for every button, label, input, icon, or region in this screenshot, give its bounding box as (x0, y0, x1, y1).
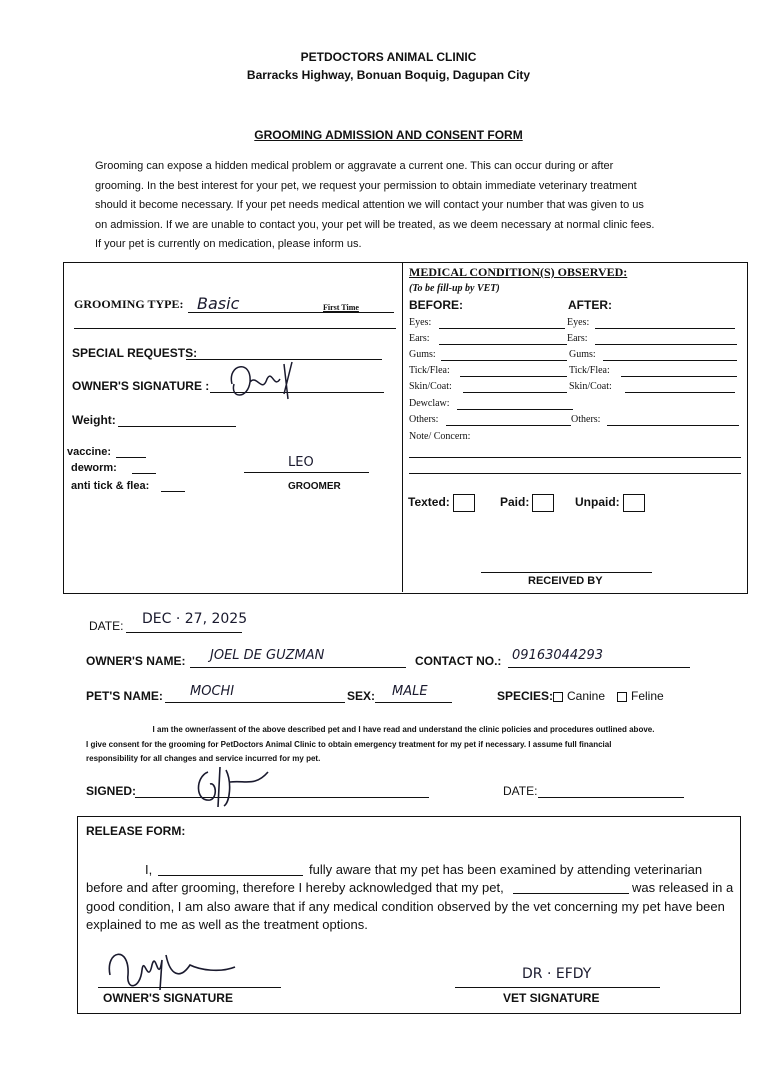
groomer-field[interactable] (244, 472, 369, 473)
after-others-field[interactable] (607, 425, 739, 426)
before-label: BEFORE: (409, 298, 463, 312)
received-by-label: RECEIVED BY (528, 575, 603, 587)
texted-label: Texted: (408, 495, 450, 510)
pet-name-label: PET'S NAME: (86, 689, 163, 703)
medical-condition-title: MEDICAL CONDITION(S) OBSERVED: (409, 265, 628, 279)
weight-label: Weight: (72, 413, 116, 427)
after-tickflea-label: Tick/Flea: (569, 365, 610, 376)
consent-date-field[interactable] (538, 797, 684, 798)
clinic-address: Barracks Highway, Bonuan Boquig, Dagupan City (246, 68, 531, 82)
groomer-label: GROOMER (288, 481, 341, 492)
consent-line-2: I give consent for the grooming for PetDoctors Animal Clinic to obtain emergency treatment for my pet if necessary. I assume full financial (86, 740, 612, 749)
texted-checkbox[interactable] (408, 494, 475, 512)
intro-line: Grooming can expose a hidden medical problem or aggravate a current one. This can occur during or after (95, 160, 614, 172)
consent-line-1: I am the owner/assent of the above described pet and I have read and understand the clinic policies and procedures outlined above. (152, 725, 655, 734)
contact-label: CONTACT NO.: (415, 654, 502, 668)
date-field[interactable] (126, 632, 242, 633)
consent-signature-scribble (190, 762, 270, 812)
before-skincoat-label: Skin/Coat: (409, 381, 452, 392)
species-label: SPECIES: (497, 689, 554, 703)
note-label: Note/ Concern: (409, 431, 471, 442)
consent-date-label: DATE: (503, 784, 538, 798)
grooming-type-value: Basic (197, 294, 240, 313)
before-ears-field[interactable] (439, 344, 567, 345)
release-line2-b: was released in a (632, 880, 734, 895)
deworm-field[interactable] (132, 473, 156, 474)
release-line2-a: before and after grooming, therefore I hereby acknowledged that my pet, (86, 880, 504, 895)
release-line4: explained to me as well as the treatment options. (86, 917, 368, 932)
feline-option[interactable] (617, 689, 664, 703)
before-ears-label: Ears: (409, 333, 430, 344)
owner-signature-label: OWNER'S SIGNATURE : (72, 379, 210, 393)
note-line-1[interactable] (409, 457, 741, 458)
before-gums-label: Gums: (409, 349, 436, 360)
after-skincoat-field[interactable] (625, 392, 735, 393)
owner-name-value: JOEL DE GUZMAN (210, 648, 325, 663)
received-by-field[interactable] (481, 572, 652, 573)
consent-line-3: responsibility for all changes and service incurred for my pet. (86, 754, 321, 763)
form-title: GROOMING ADMISSION AND CONSENT FORM (254, 128, 523, 142)
paid-box[interactable] (532, 494, 554, 512)
before-tickflea-field[interactable] (460, 376, 567, 377)
after-eyes-field[interactable] (595, 328, 735, 329)
after-gums-field[interactable] (603, 360, 737, 361)
before-gums-field[interactable] (441, 360, 567, 361)
release-title: RELEASE FORM: (86, 824, 186, 838)
sex-label: SEX: (347, 689, 376, 703)
contact-field[interactable] (508, 667, 690, 668)
release-pet-field[interactable] (513, 893, 629, 894)
after-gums-label: Gums: (569, 349, 596, 360)
first-time-label: First Time (323, 303, 359, 312)
clinic-name: PETDOCTORS ANIMAL CLINIC (300, 50, 477, 64)
intro-line: grooming. In the best interest for your pet, we request your permission to obtain immediate veterinary treatment (95, 179, 637, 192)
after-label: AFTER: (568, 298, 612, 312)
release-line1-a: I, (145, 862, 153, 877)
signed-field[interactable] (135, 797, 429, 798)
paid-label: Paid: (500, 495, 530, 510)
contact-value: 09163044293 (512, 648, 603, 663)
owner-name-field[interactable] (190, 667, 406, 668)
feline-checkbox[interactable] (617, 692, 627, 702)
grooming-type-label: GROOMING TYPE: (74, 297, 184, 311)
owner-signature-scribble (222, 354, 302, 410)
after-eyes-label: Eyes: (567, 317, 590, 328)
before-tickflea-label: Tick/Flea: (409, 365, 450, 376)
date-value: DEC · 27, 2025 (142, 611, 248, 627)
vaccine-field[interactable] (116, 457, 146, 458)
date-label: DATE: (89, 619, 124, 633)
sex-field[interactable] (375, 702, 452, 703)
before-dewclaw-label: Dewclaw: (409, 398, 450, 409)
before-others-field[interactable] (446, 425, 571, 426)
owner-name-label: OWNER'S NAME: (86, 654, 186, 668)
before-eyes-field[interactable] (439, 328, 565, 329)
deworm-label: deworm: (71, 462, 117, 474)
intro-paragraph (95, 157, 695, 255)
vet-signature-value: DR · EFDY (522, 966, 592, 982)
release-line3: good condition, I am also aware that if any medical condition observed by the vet concerning my pet have been (86, 899, 725, 914)
canine-label: Canine (567, 689, 606, 703)
feline-label: Feline (631, 689, 664, 703)
pet-name-field[interactable] (165, 702, 345, 703)
paid-checkbox[interactable] (500, 494, 554, 512)
vet-signature-label: VET SIGNATURE (503, 991, 600, 1005)
signed-label: SIGNED: (86, 784, 137, 798)
canine-checkbox[interactable] (553, 692, 563, 702)
before-dewclaw-field[interactable] (457, 409, 573, 410)
canine-option[interactable] (553, 689, 605, 703)
intro-line: should it become necessary. If your pet needs medical attention we will contact your number that was given to us (95, 199, 644, 211)
before-eyes-label: Eyes: (409, 317, 432, 328)
weight-field[interactable] (118, 426, 236, 427)
after-ears-label: Ears: (567, 333, 588, 344)
after-tickflea-field[interactable] (621, 376, 737, 377)
release-line1-b: fully aware that my pet has been examined by attending veterinarian (309, 862, 703, 877)
intro-line: on admission. If we are unable to contact you, your pet will be treated, as we deem necessary at normal clinic fees. (95, 218, 655, 231)
after-skincoat-label: Skin/Coat: (569, 381, 612, 392)
sex-value: MALE (392, 684, 428, 699)
texted-box[interactable] (453, 494, 475, 512)
release-name-field[interactable] (158, 875, 303, 876)
anti-tick-field[interactable] (161, 491, 185, 492)
before-skincoat-field[interactable] (463, 392, 567, 393)
note-line-2[interactable] (409, 473, 741, 474)
pet-name-value: MOCHI (190, 684, 235, 699)
unpaid-checkbox[interactable] (575, 494, 645, 512)
intro-line: If your pet is currently on medication, please inform us. (95, 238, 362, 250)
vaccine-label: vaccine: (67, 446, 112, 458)
before-others-label: Others: (409, 414, 439, 425)
owner-signature-release-label: OWNER'S SIGNATURE (103, 991, 233, 1005)
anti-tick-label: anti tick & flea: (71, 480, 150, 492)
unpaid-box[interactable] (623, 494, 645, 512)
owner-release-signature-field[interactable] (98, 987, 281, 988)
grooming-type-extra-line[interactable] (74, 328, 396, 329)
groomer-value: LEO (288, 455, 314, 470)
vet-subtitle: (To be fill-up by VET) (409, 283, 500, 294)
after-others-label: Others: (571, 414, 601, 425)
after-ears-field[interactable] (595, 344, 737, 345)
vet-signature-field[interactable] (455, 987, 660, 988)
special-requests-label: SPECIAL REQUESTS: (72, 346, 198, 360)
panel-divider (402, 262, 403, 592)
unpaid-label: Unpaid: (575, 495, 620, 510)
